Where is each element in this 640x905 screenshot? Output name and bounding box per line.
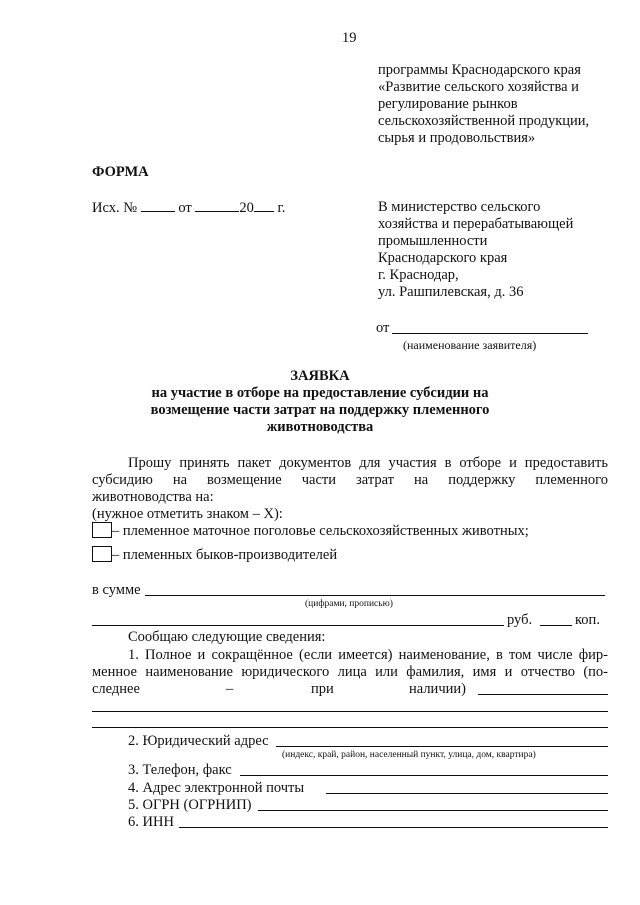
item1-line-3-word: –: [226, 681, 234, 697]
phone-fax-field[interactable]: [240, 775, 608, 776]
addressee-line: г. Краснодар,: [378, 267, 459, 283]
addressee-line: хозяйства и перерабатывающей: [378, 216, 574, 232]
addressee-line: В министерство сельского: [378, 199, 541, 215]
sum-field[interactable]: [145, 595, 605, 596]
item3-label: 3. Телефон, факс: [128, 762, 232, 778]
item4-label: 4. Адрес электронной почты: [128, 780, 305, 796]
request-para-line-3: животноводства на:: [92, 489, 214, 505]
sum-hint: (цифрами, прописью): [305, 599, 393, 609]
checkbox-breeding-bulls[interactable]: [92, 546, 112, 562]
page-number: 19: [342, 30, 357, 46]
subtitle-line: животноводства: [266, 419, 374, 435]
item1-line-3-word: наличии): [409, 681, 466, 697]
program-ref-line: «Развитие сельского хозяйства и: [378, 79, 579, 95]
rub-label: руб.: [507, 612, 533, 628]
applicant-from-label: от: [376, 320, 390, 336]
sum-words-field[interactable]: [92, 625, 504, 626]
request-para-line-1: Прошу принять пакет документов для участия в отборе и предоставить: [128, 455, 608, 471]
program-ref-line: программы Краснодарского края: [378, 62, 581, 78]
item1-line-3-word: следнее: [92, 681, 140, 697]
email-field[interactable]: [326, 793, 608, 794]
applicant-hint: (наименование заявителя): [403, 338, 537, 352]
program-ref-line: регулирование рынков: [378, 96, 518, 112]
program-reference: [378, 62, 589, 147]
addressee-line: ул. Рашпилевская, д. 36: [378, 284, 524, 300]
request-para-line-2: субсидию на возмещение части затрат на поддержку племенного: [92, 472, 608, 488]
ref-date-field[interactable]: [195, 211, 239, 212]
kop-label: коп.: [575, 612, 600, 628]
legal-address-hint: (индекс, край, район, населенный пункт, улица, дом, квартира): [282, 750, 536, 760]
ref-year-field[interactable]: [254, 211, 274, 212]
addressee-block: [378, 199, 573, 301]
ref-year-suffix: г.: [277, 200, 286, 216]
form-label: ФОРМА: [92, 164, 149, 180]
item1-field-line-3[interactable]: [92, 727, 608, 728]
legal-address-field[interactable]: [276, 746, 608, 747]
item1-line-3-word: при: [311, 681, 334, 697]
item1-line-1: 1. Полное и сокращённое (если имеется) наименование, в том числе фир-: [128, 647, 608, 663]
ref-no-field[interactable]: [141, 211, 175, 212]
ref-no-label: Исх. №: [92, 200, 138, 216]
item5-label: 5. ОГРН (ОГРНИП): [128, 797, 252, 813]
item6-label: 6. ИНН: [128, 814, 174, 830]
kop-field[interactable]: [540, 625, 572, 626]
checkbox-breeding-stock[interactable]: [92, 522, 112, 538]
document-subtitle: [90, 385, 550, 436]
applicant-name-field[interactable]: [392, 333, 588, 334]
ref-from-label: от: [178, 200, 192, 216]
document-title: ЗАЯВКА: [290, 368, 350, 384]
mark-note: (нужное отметить знаком – Х):: [92, 506, 283, 522]
inn-field[interactable]: [179, 827, 608, 828]
subtitle-line: на участие в отборе на предоставление субсидии на: [151, 385, 489, 401]
ref-year-prefix: 20: [239, 200, 254, 216]
sum-label: в сумме: [92, 582, 141, 598]
option-breeding-stock: – племенное маточное поголовье сельскохозяйственных животных;: [112, 523, 529, 539]
option-breeding-bulls: – племенных быков-производителей: [112, 547, 338, 563]
item1-field-end[interactable]: [478, 694, 608, 695]
item1-line-2: менное наименование юридического лица или фамилия, имя и отчество (по-: [92, 664, 608, 680]
program-ref-line: сельскохозяйственной продукции,: [378, 113, 590, 129]
reference-line: [92, 200, 285, 217]
info-intro: Сообщаю следующие сведения:: [128, 629, 326, 645]
subtitle-line: возмещение части затрат на поддержку племенного: [150, 402, 490, 418]
ogrn-field[interactable]: [258, 810, 608, 811]
item1-field-line-2[interactable]: [92, 711, 608, 712]
program-ref-line: сырья и продовольствия»: [378, 130, 536, 146]
addressee-line: Краснодарского края: [378, 250, 508, 266]
addressee-line: промышленности: [378, 233, 488, 249]
item2-label: 2. Юридический адрес: [128, 733, 269, 749]
